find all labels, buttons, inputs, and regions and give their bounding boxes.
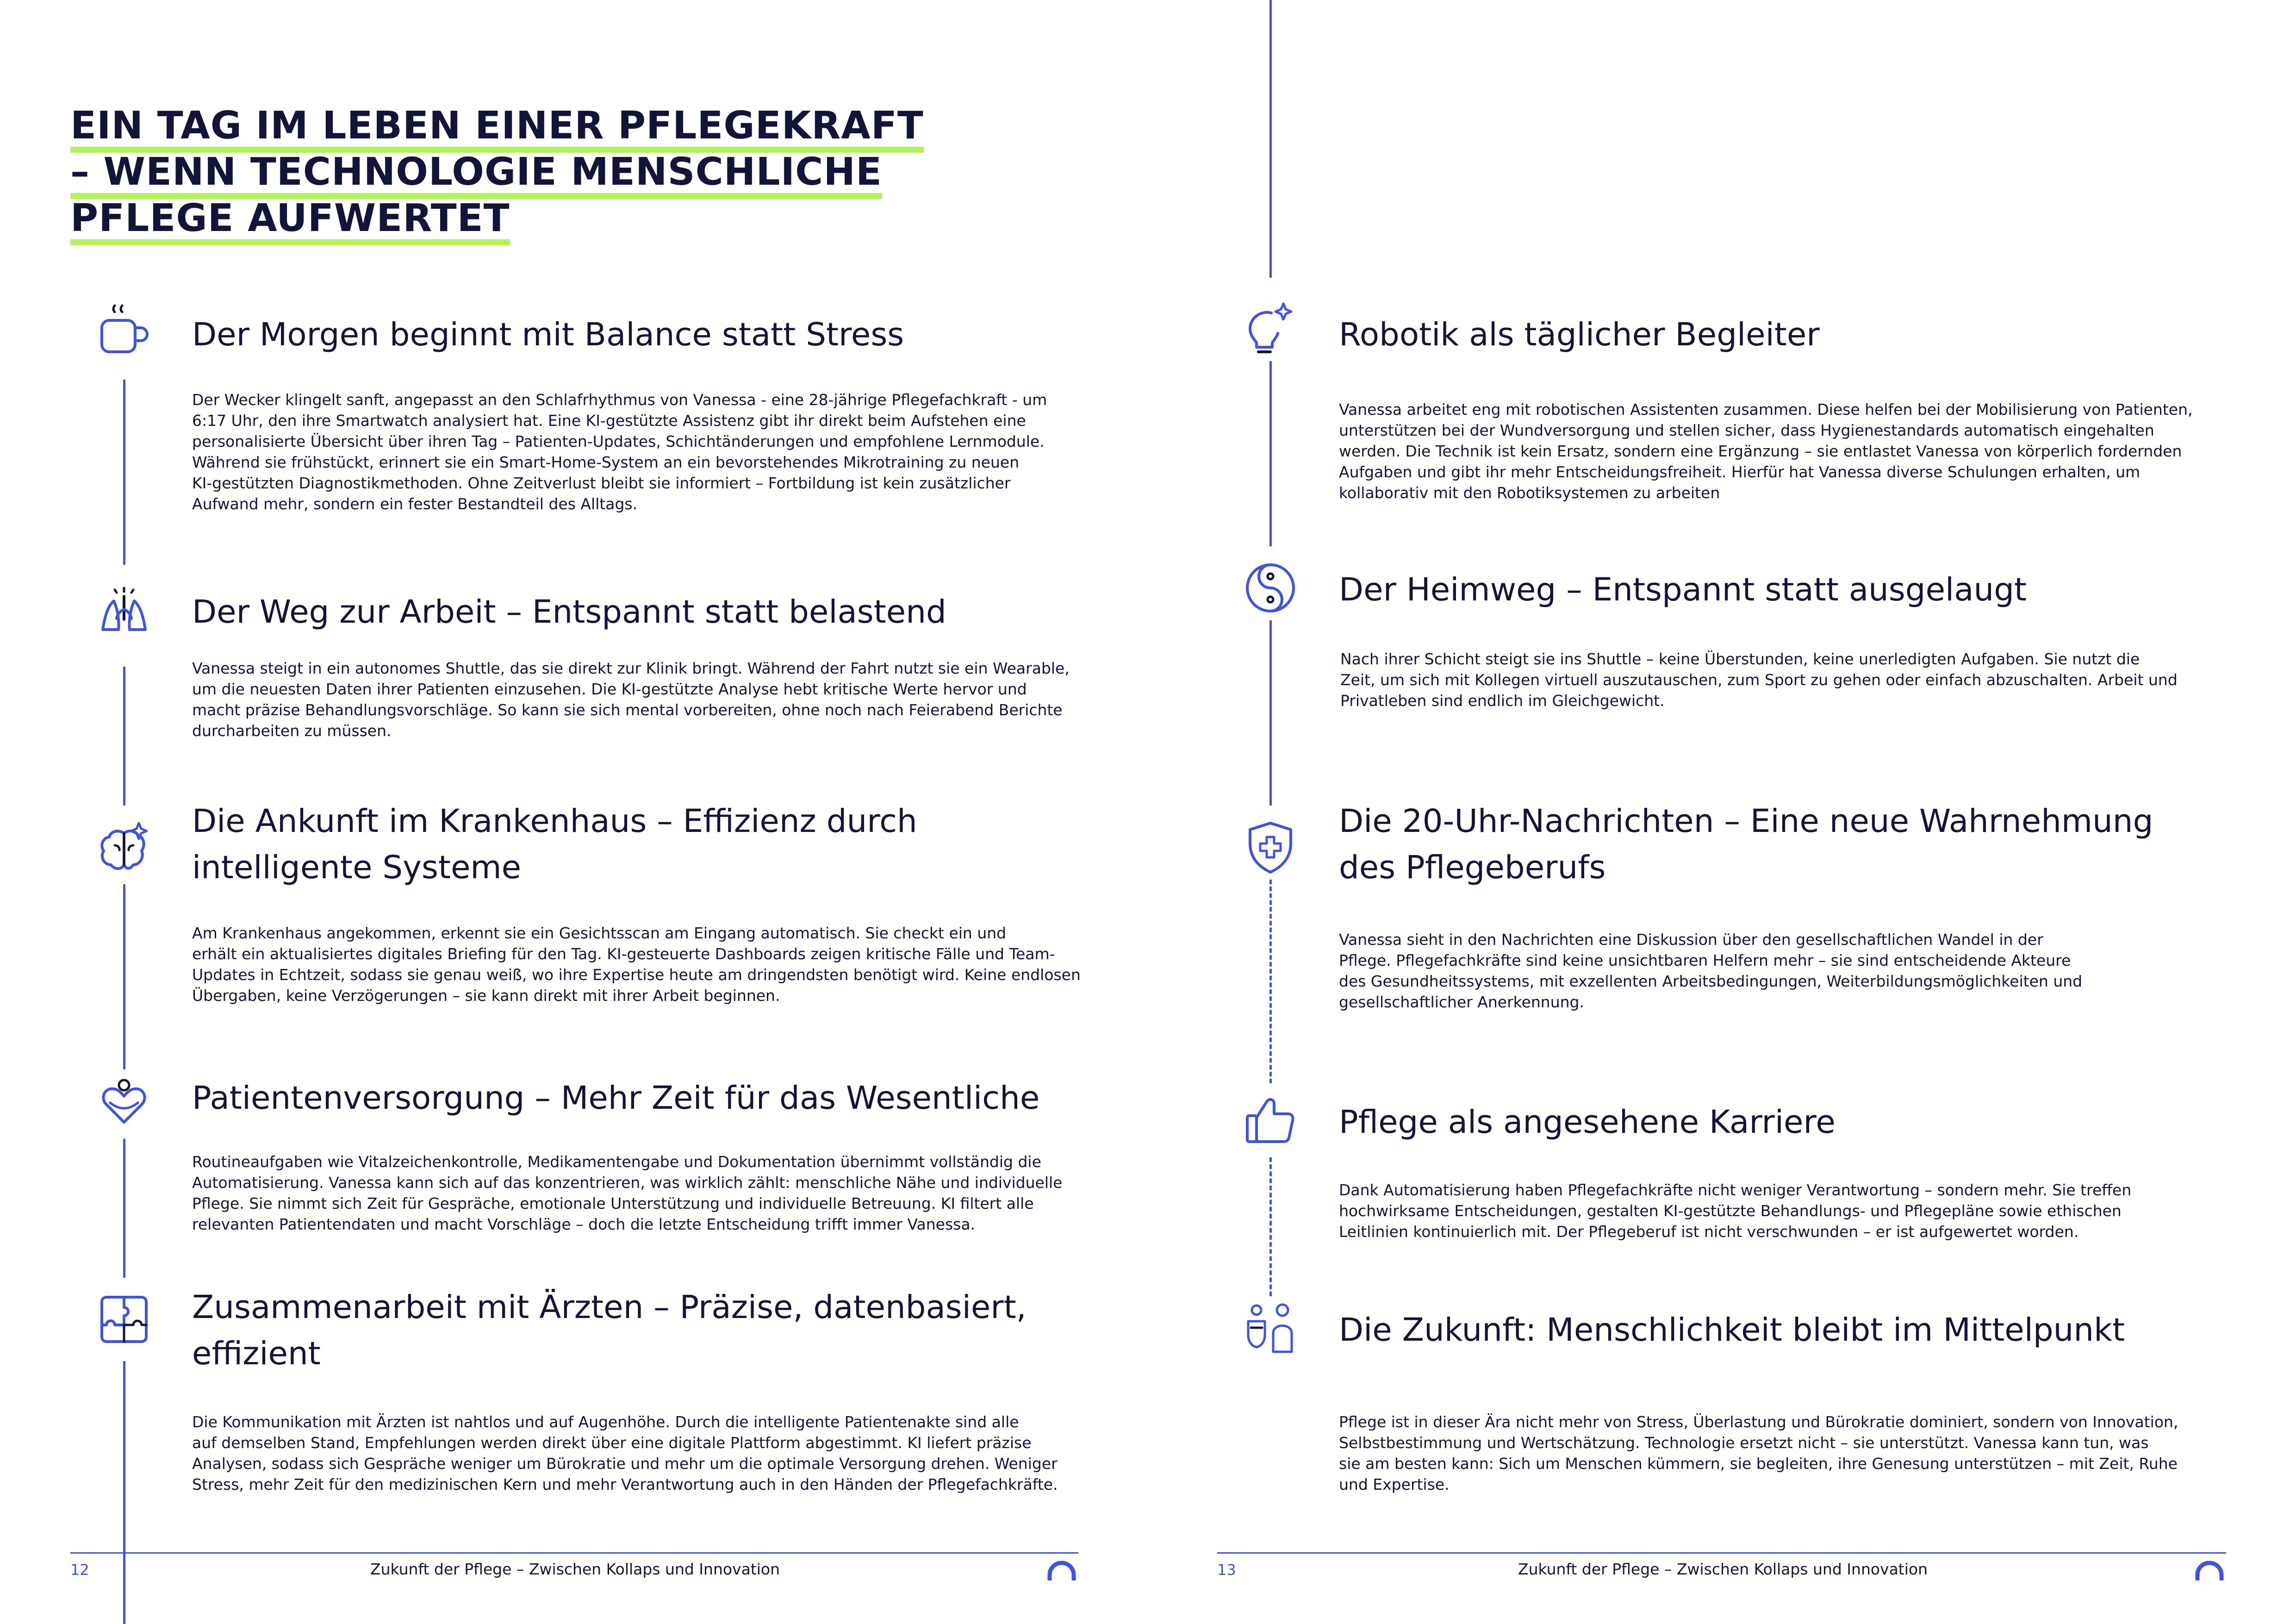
thumbs-up-icon	[1243, 1093, 1298, 1148]
timeline-dashed-right	[1269, 1157, 1272, 1296]
coffee-cup-icon	[96, 301, 152, 356]
timeline-line-left	[123, 1361, 125, 1624]
section-body: Die Kommunikation mit Ärzten ist nahtlos und auf Augenhöhe. Durch die intelligente Patientenakte sind alle auf demselben Stand, Empfehlungen werden direkt über eine digitale Plattform abgestimmt. KI liefert präzise Analysen, sodass sich Gespräche weniger um Bürokratie und mehr um die optimale Versorgung drehen. Weniger Stress, mehr Zeit für den medizinischen Kern und mehr Verantwortung auch in den Händen der Pflegefachkräfte.	[192, 1413, 1058, 1493]
section-body: Vanessa arbeitet eng mit robotischen Assistenten zusammen. Diese helfen bei der Mobilisierung von Patienten, unterstützen bei der Wundversorgung und stellen sicher, dass Hygienestandards automatisch eingehalten werden. Die Technik ist kein Ersatz, sondern eine Ergänzung – sie entlastet Vanessa von körperlich fordernden Aufgaben und gibt ihr mehr Entscheidungsfreiheit. Hierfür hat Vanessa diverse Schulungen erhalten, um kollaborativ mit den Robotiksystemen zu arbeiten	[1339, 400, 2193, 502]
footer-caption-left: Zukunft der Pflege – Zwischen Kollaps und Innovation	[370, 1560, 780, 1578]
footer-caption-right: Zukunft der Pflege – Zwischen Kollaps und Innovation	[1518, 1560, 1928, 1578]
title-line-2: – WENN TECHNOLOGIE MENSCHLICHE	[70, 152, 882, 199]
section-heading: Der Heimweg – Entspannt statt ausgelaugt	[1339, 571, 2027, 608]
section-heading: Patientenversorgung – Mehr Zeit für das Wesentliche	[192, 1080, 1040, 1117]
section-body: Am Krankenhaus angekommen, erkennt sie ein Gesichtsscan am Eingang automatisch. Sie checkt ein und erhält ein aktualisiertes digitales Briefing für den Tag. KI-gesteuerte Dashboards zeigen kritische Fälle und Team- Updates in Echtzeit, sodass sie genau weiß, wo ihre Expertise heute am dringendsten benötigt wird. Keine endlosen Übergaben, keine Verzögerungen – sie kann direkt mit ihrer Arbeit beginnen.	[192, 924, 1081, 1005]
arch-logo-icon	[1046, 1560, 1077, 1580]
section-body: Der Wecker klingelt sanft, angepasst an den Schlafrhythmus von Vanessa - eine 28-jährige Pflegefachkraft - um 6:17 Uhr, den ihre Smartwatch analysiert hat. Eine KI-gestützte Assistenz gibt ihr direkt beim Aufstehen eine personalisierte Übersicht über ihren Tag – Patienten-Updates, Schichtänderungen und empfohlene Lernmodule. Während sie frühstückt, erinnert sie ein Smart-Home-System an ein bevorstehendes Mikrotraining zu neuen KI-gestützten Diagnostikmethoden. Ohne Zeitverlust bleibt sie informiert – Fortbildung ist kein zusätzlicher Aufwand mehr, sondern ein fester Bestandteil des Alltags.	[192, 391, 1047, 513]
title-line-1: EIN TAG IM LEBEN EINER PFLEGEKRAFT	[70, 106, 924, 153]
timeline-dashed-right	[1269, 880, 1272, 1083]
timeline-line-right	[1269, 361, 1272, 546]
timeline-line-left	[123, 1139, 125, 1278]
shield-cross-icon	[1243, 819, 1298, 875]
section-heading: Der Morgen beginnt mit Balance statt Stress	[192, 316, 904, 353]
timeline-line-left	[123, 380, 125, 565]
timeline-line-right	[1269, 0, 1272, 278]
section-heading-line-2: intelligente Systeme	[192, 849, 522, 886]
people-icon	[1243, 1301, 1298, 1356]
brain-sparkle-icon	[96, 819, 152, 875]
section-body: Nach ihrer Schicht steigt sie ins Shuttle – keine Überstunden, keine unerledigten Aufgaben. Sie nutzt die Zeit, um sich mit Kollegen virtuell auszutauschen, zum Sport zu gehen oder einfach abzuschalten. Arbeit und Privatleben sind endlich im Gleichgewicht.	[1340, 650, 2178, 710]
section-body: Routineaufgaben wie Vitalzeichenkontrolle, Medikamentengabe und Dokumentation übernimmt vollständig die Automatisierung. Vanessa kann sich auf das konzentrieren, was wirklich zählt: menschliche Nähe und individuelle Pflege. Sie nimmt sich Zeit für Gespräche, emotionale Unterstützung und individuelle Betreuung. KI filtert alle relevanten Patientendaten und macht Vorschläge – doch die letzte Entscheidung trifft immer Vanessa.	[192, 1153, 1063, 1233]
section-body: Vanessa sieht in den Nachrichten eine Diskussion über den gesellschaftlichen Wandel in der Pflege. Pflegefachkräfte sind keine unsichtbaren Helfern mehr – sie sind entscheidende Akteure des Gesundheitssystems, mit exzellenten Arbeitsbedingungen, Weiterbildungsmöglichkeiten und gesellschaftlicher Anerkennung.	[1339, 931, 2083, 1011]
section-heading: Der Weg zur Arbeit – Entspannt statt belastend	[192, 593, 946, 631]
lightbulb-sparkle-icon	[1243, 301, 1298, 356]
page-number-right: 13	[1217, 1561, 1236, 1579]
timeline-line-left	[123, 884, 125, 1069]
heart-care-icon	[96, 1074, 152, 1130]
yin-yang-icon	[1243, 560, 1298, 616]
section-heading: Die 20-Uhr-Nachrichten – Eine neue Wahrnehmung	[1339, 803, 2153, 840]
timeline-line-left	[123, 667, 125, 806]
page-number-left: 12	[70, 1561, 89, 1579]
section-body: Dank Automatisierung haben Pflegefachkräfte nicht weniger Verantwortung – sondern mehr. Sie treffen hochwirksame Entscheidungen, gestalten KI-gestützte Behandlungs- und Pflegepläne sowie ethischen Leitlinien kontinuierlich mit. Der Pflegeberuf ist nicht verschwunden – er ist aufgewertet worden.	[1339, 1181, 2132, 1241]
arch-logo-icon	[2194, 1560, 2225, 1580]
section-heading: Die Zukunft: Menschlichkeit bleibt im Mittelpunkt	[1339, 1312, 2125, 1349]
section-heading-line-2: des Pflegeberufs	[1339, 849, 1606, 886]
section-body: Vanessa steigt in ein autonomes Shuttle, das sie direkt zur Klinik bringt. Während der Fahrt nutzt sie ein Wearable, um die neuesten Daten ihrer Patienten einzusehen. Die KI-gestützte Analyse hebt kritische Werte hervor und macht präzise Behandlungsvorschläge. So kann sie sich mental vorbereiten, ohne noch nach Feierabend Berichte durcharbeiten zu müssen.	[192, 659, 1070, 740]
section-heading: Robotik als täglicher Begleiter	[1339, 316, 1820, 353]
title-line-3: PFLEGE AUFWERTET	[70, 199, 510, 245]
footer-rule-left	[70, 1552, 1078, 1554]
timeline-line-right	[1269, 620, 1272, 806]
lungs-icon	[96, 583, 152, 639]
section-heading-line-2: effizient	[192, 1335, 321, 1372]
section-body: Pflege ist in dieser Ära nicht mehr von Stress, Überlastung und Bürokratie dominiert, sondern von Innovation, Selbstbestimmung und Wertschätzung. Technologie ersetzt nicht – sie unterstützt. Vanessa kann tun, was sie am besten kann: Sich um Menschen kümmern, sie begleiten, ihre Genesung unterstützen – mit Zeit, Ruhe und Expertise.	[1339, 1413, 2178, 1493]
footer-rule-right	[1217, 1552, 2226, 1554]
section-heading: Zusammenarbeit mit Ärzten – Präzise, datenbasiert,	[192, 1289, 1027, 1326]
puzzle-icon	[96, 1292, 152, 1347]
section-heading: Pflege als angesehene Karriere	[1339, 1104, 1836, 1141]
section-heading: Die Ankunft im Krankenhaus – Effizienz durch	[192, 803, 917, 840]
